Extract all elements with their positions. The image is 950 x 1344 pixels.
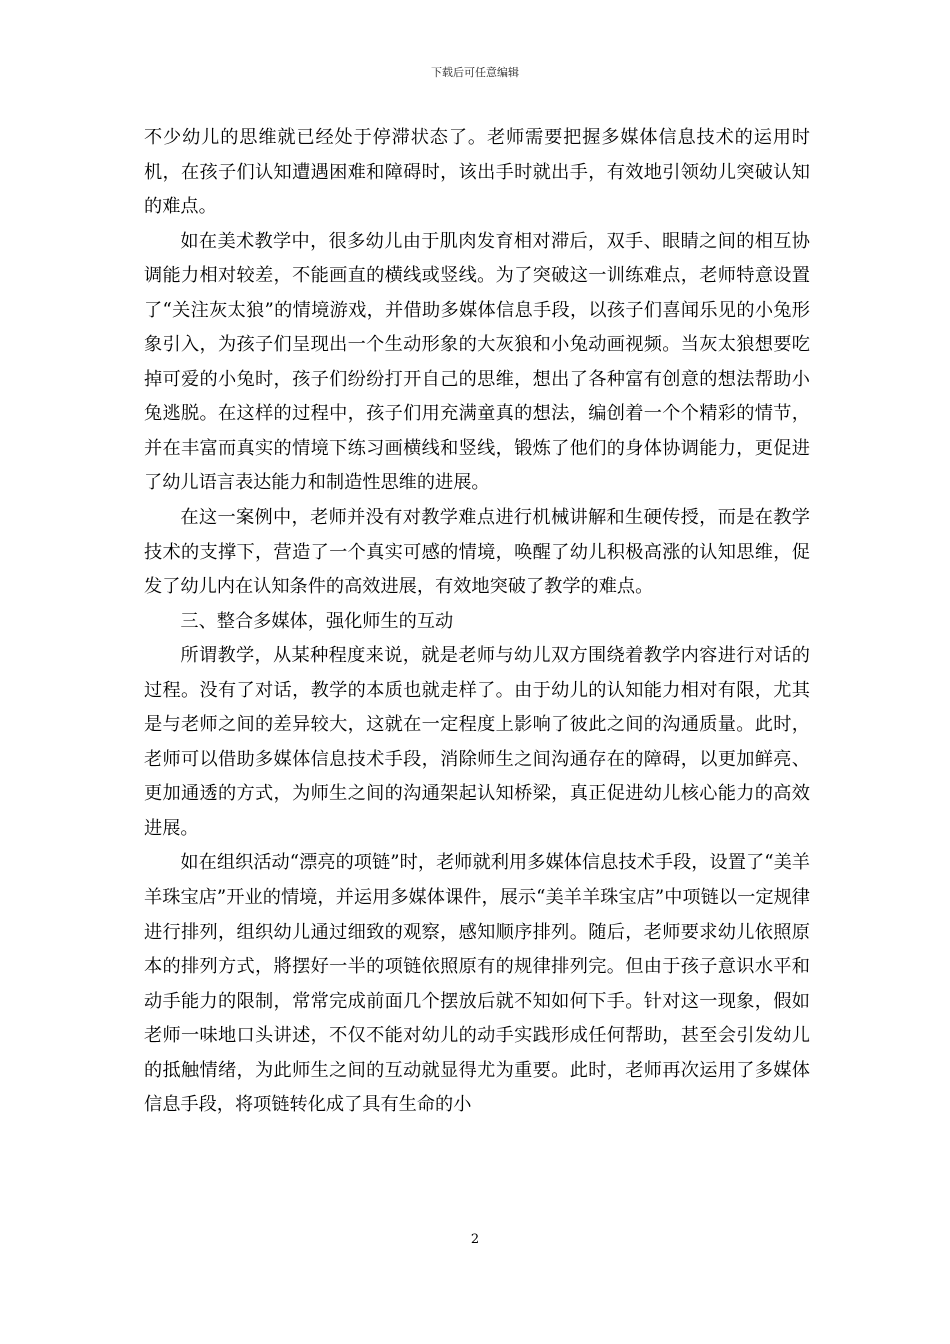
paragraph-necklace-example: 如在组织活动“漂亮的项链”时，老师就利用多媒体信息技术手段，设置了“美羊羊珠宝店”开业的情境，并运用多媒体课件，展示“美羊羊珠宝店”中项链以一定规律进行排列，组织幼儿通过细致的观察，感知顺序排列。随后，老师要求幼儿依照原本的排列方式，將摆好一半的项链依照原有的规律排列完。但由于孩子意识水平和动手能力的限制，常常完成前面几个摆放后就不知如何下手。针对这一现象，假如老师一味地口头讲述，不仅不能对幼儿的动手实践形成任何帮助，甚至会引发幼儿的抵触情绪，为此师生之间的互动就显得尤为重要。此时，老师再次运用了多媒体信息手段，将项链转化成了具有生命的小 <box>144 852 810 1116</box>
paragraph-art-example: 如在美术教学中，很多幼儿由于肌肉发育相对滞后，双手、眼睛之间的相互协调能力相对较差，不能画直的横线或竖线。为了突破这一训练难点，老师特意设置了“关注灰太狼”的情境游戏，并借助多媒体信息手段，以孩子们喜闻乐见的小兔形象引入，为孩子们呈现出一个生动形象的大灰狼和小兔动画视频。当灰太狼想要吃掉可爱的小兔时，孩子们纷纷打开自己的思维，想出了各种富有创意的想法帮助小兔逃脱。在这样的过程中，孩子们用充满童真的想法，编创着一个个精彩的情节，并在丰富而真实的情境下练习画横线和竖线，锻炼了他们的身体协调能力，更促进了幼儿语言表达能力和制造性思维的进展。 <box>144 230 810 494</box>
paragraph-teaching-dialogue: 所谓教学，从某种程度来说，就是老师与幼儿双方围绕着教学内容进行对话的过程。没有了对话，教学的本质也就走样了。由于幼儿的认知能力相对有限，尤其是与老师之间的差异较大，这就在一定程度上影响了彼此之间的沟通质量。此时，老师可以借助多媒体信息技术手段，消除师生之间沟通存在的障碍，以更加鲜亮、更加通透的方式，为师生之间的沟通架起认知桥梁，真正促进幼儿核心能力的高效进展。 <box>144 645 810 839</box>
section-heading: 三、整合多媒体，强化师生的互动 <box>180 610 454 632</box>
paragraph-case-summary: 在这一案例中，老师并没有对教学难点进行机械讲解和生硬传授，而是在教学技术的支撑下，营造了一个真实可感的情境，唤醒了幼儿积极高涨的认知思维，促发了幼儿内在认知条件的高效进展，有效地突破了教学的难点。 <box>144 507 810 598</box>
paragraph-continued: 不少幼儿的思维就已经处于停滞状态了。老师需要把握多媒体信息技术的运用时机，在孩子们认知遭遇困难和障碍时，该出手时就出手，有效地引领幼儿突破认知的难点。 <box>144 127 810 218</box>
page-header: 下载后可任意编辑 <box>431 66 519 79</box>
page-number: 2 <box>470 1232 480 1247</box>
document-body <box>144 121 810 1123</box>
